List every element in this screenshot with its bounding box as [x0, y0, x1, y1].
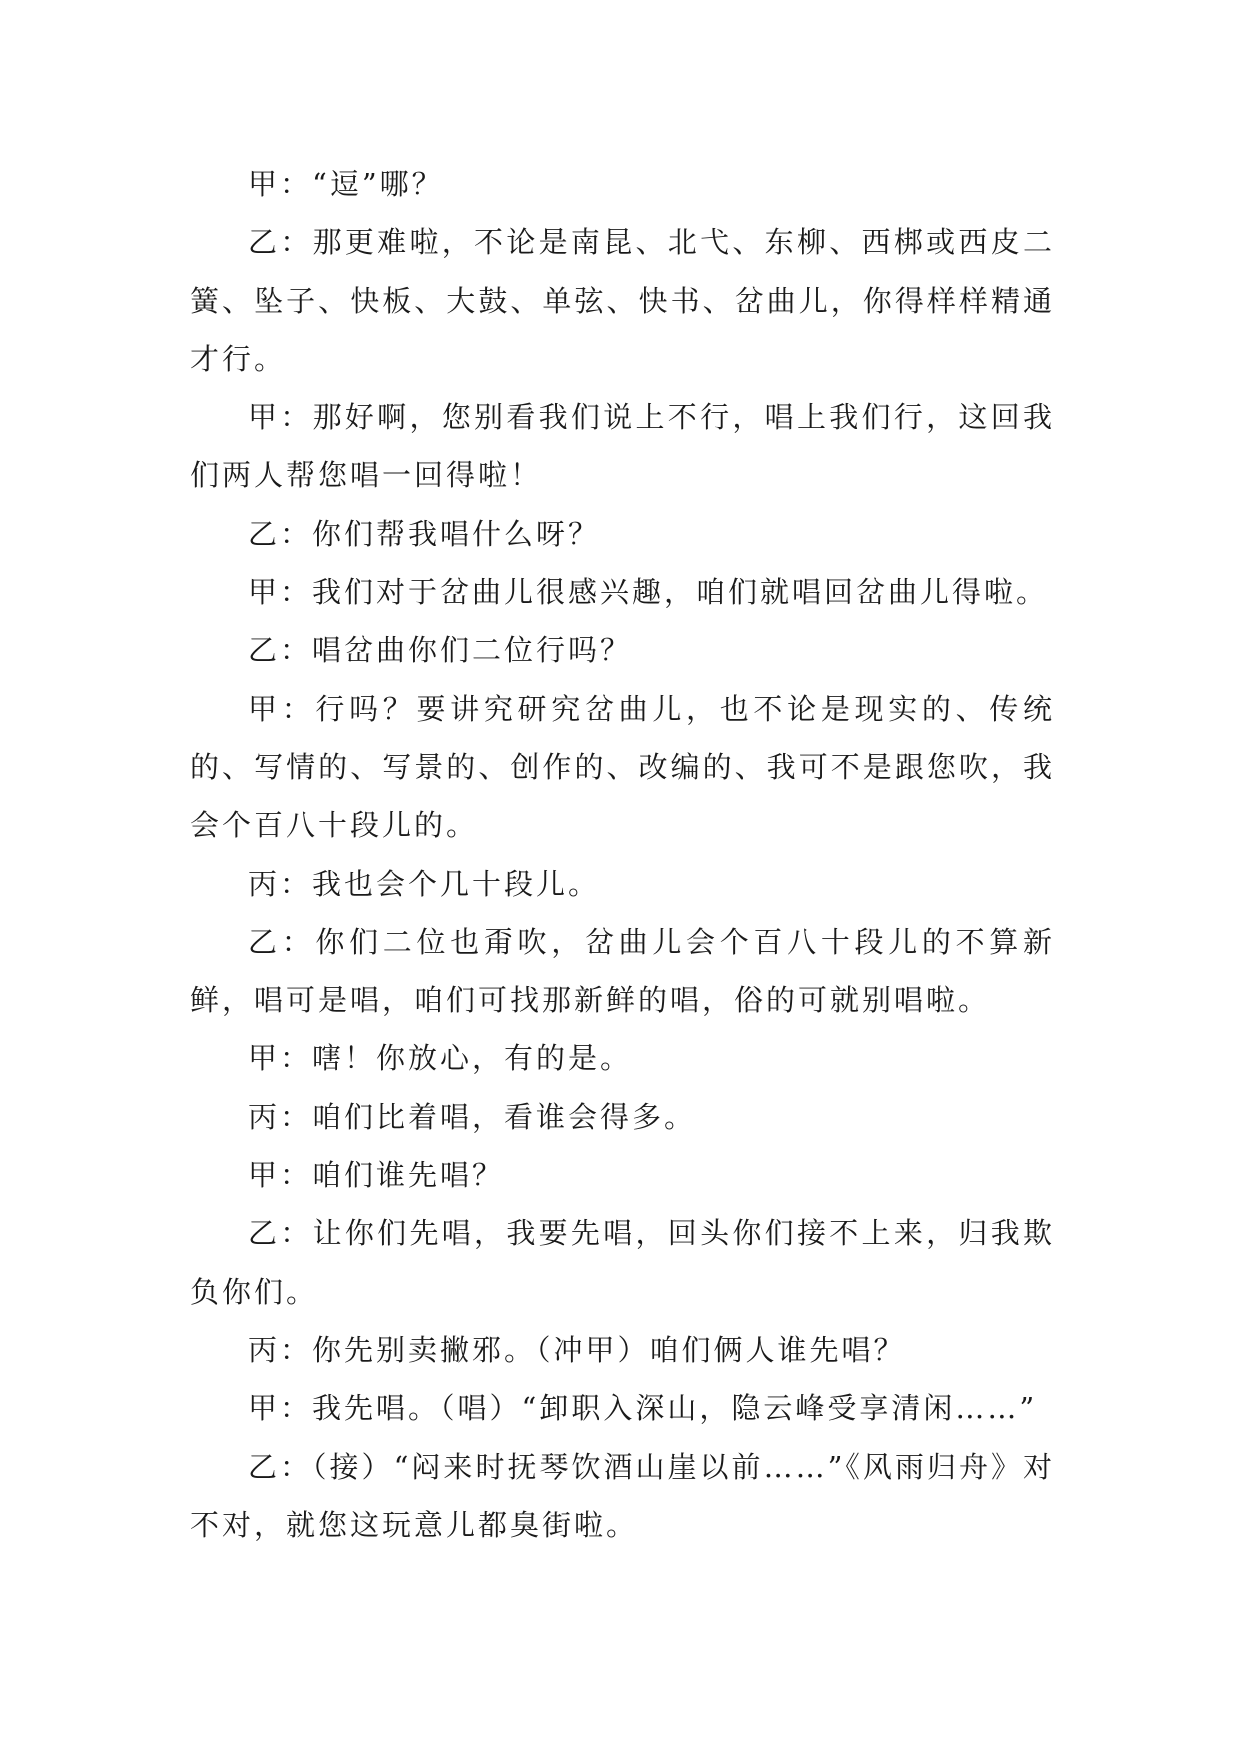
dialogue-line: 丙：咱们比着唱，看谁会得多。 — [248, 1099, 697, 1134]
dialogue-line: 甲：“逗”哪？ — [248, 167, 444, 201]
dialogue-line: 乙：你们二位也甭吹，岔曲儿会个百八十段儿的不算新鲜，唱可是唱，咱们可找那新鲜的唱，俗的可就别唱啦。 — [190, 924, 1055, 1018]
document-body — [190, 155, 1055, 1554]
dialogue-line: 甲：嗐！你放心，有的是。 — [248, 1041, 633, 1076]
dialogue-line: 乙：让你们先唱，我要先唱，回头你们接不上来，归我欺负你们。 — [190, 1216, 1055, 1309]
dialogue-line: 甲：我们对于岔曲儿很感兴趣，咱们就唱回岔曲儿得啦。 — [248, 575, 1049, 610]
dialogue-line: 甲：咱们谁先唱？ — [248, 1158, 505, 1193]
dialogue-line: 甲：那好啊，您别看我们说上不行，唱上我们行，这回我们两人帮您唱一回得啦！ — [190, 400, 1055, 493]
dialogue-line: 乙：你们帮我唱什么呀？ — [248, 516, 601, 551]
dialogue-line: 乙：那更难啦，不论是南昆、北弋、东柳、西梆或西皮二簧、坠子、快板、大鼓、单弦、快书、岔曲儿，你得样样精通才行。 — [190, 225, 1055, 376]
dialogue-line: 甲：我先唱。（唱）“卸职入深山，隐云峰受享清闲……” — [248, 1391, 1038, 1426]
dialogue-line: 甲：行吗？要讲究研究岔曲儿，也不论是现实的、传统的、写情的、写景的、创作的、改编的、我可不是跟您吹，我会个百八十段儿的。 — [190, 691, 1055, 843]
dialogue-line: 丙：我也会个几十段儿。 — [248, 866, 601, 901]
dialogue-line: 乙：唱岔曲你们二位行吗？ — [248, 633, 633, 668]
dialogue-line: 丙：你先别卖撇邪。（冲甲）咱们俩人谁先唱？ — [248, 1332, 906, 1367]
dialogue-line: 乙：（接）“闷来时抚琴饮酒山崖以前……”《风雨归舟》对不对，就您这玩意儿都臭街啦。 — [190, 1449, 1055, 1542]
